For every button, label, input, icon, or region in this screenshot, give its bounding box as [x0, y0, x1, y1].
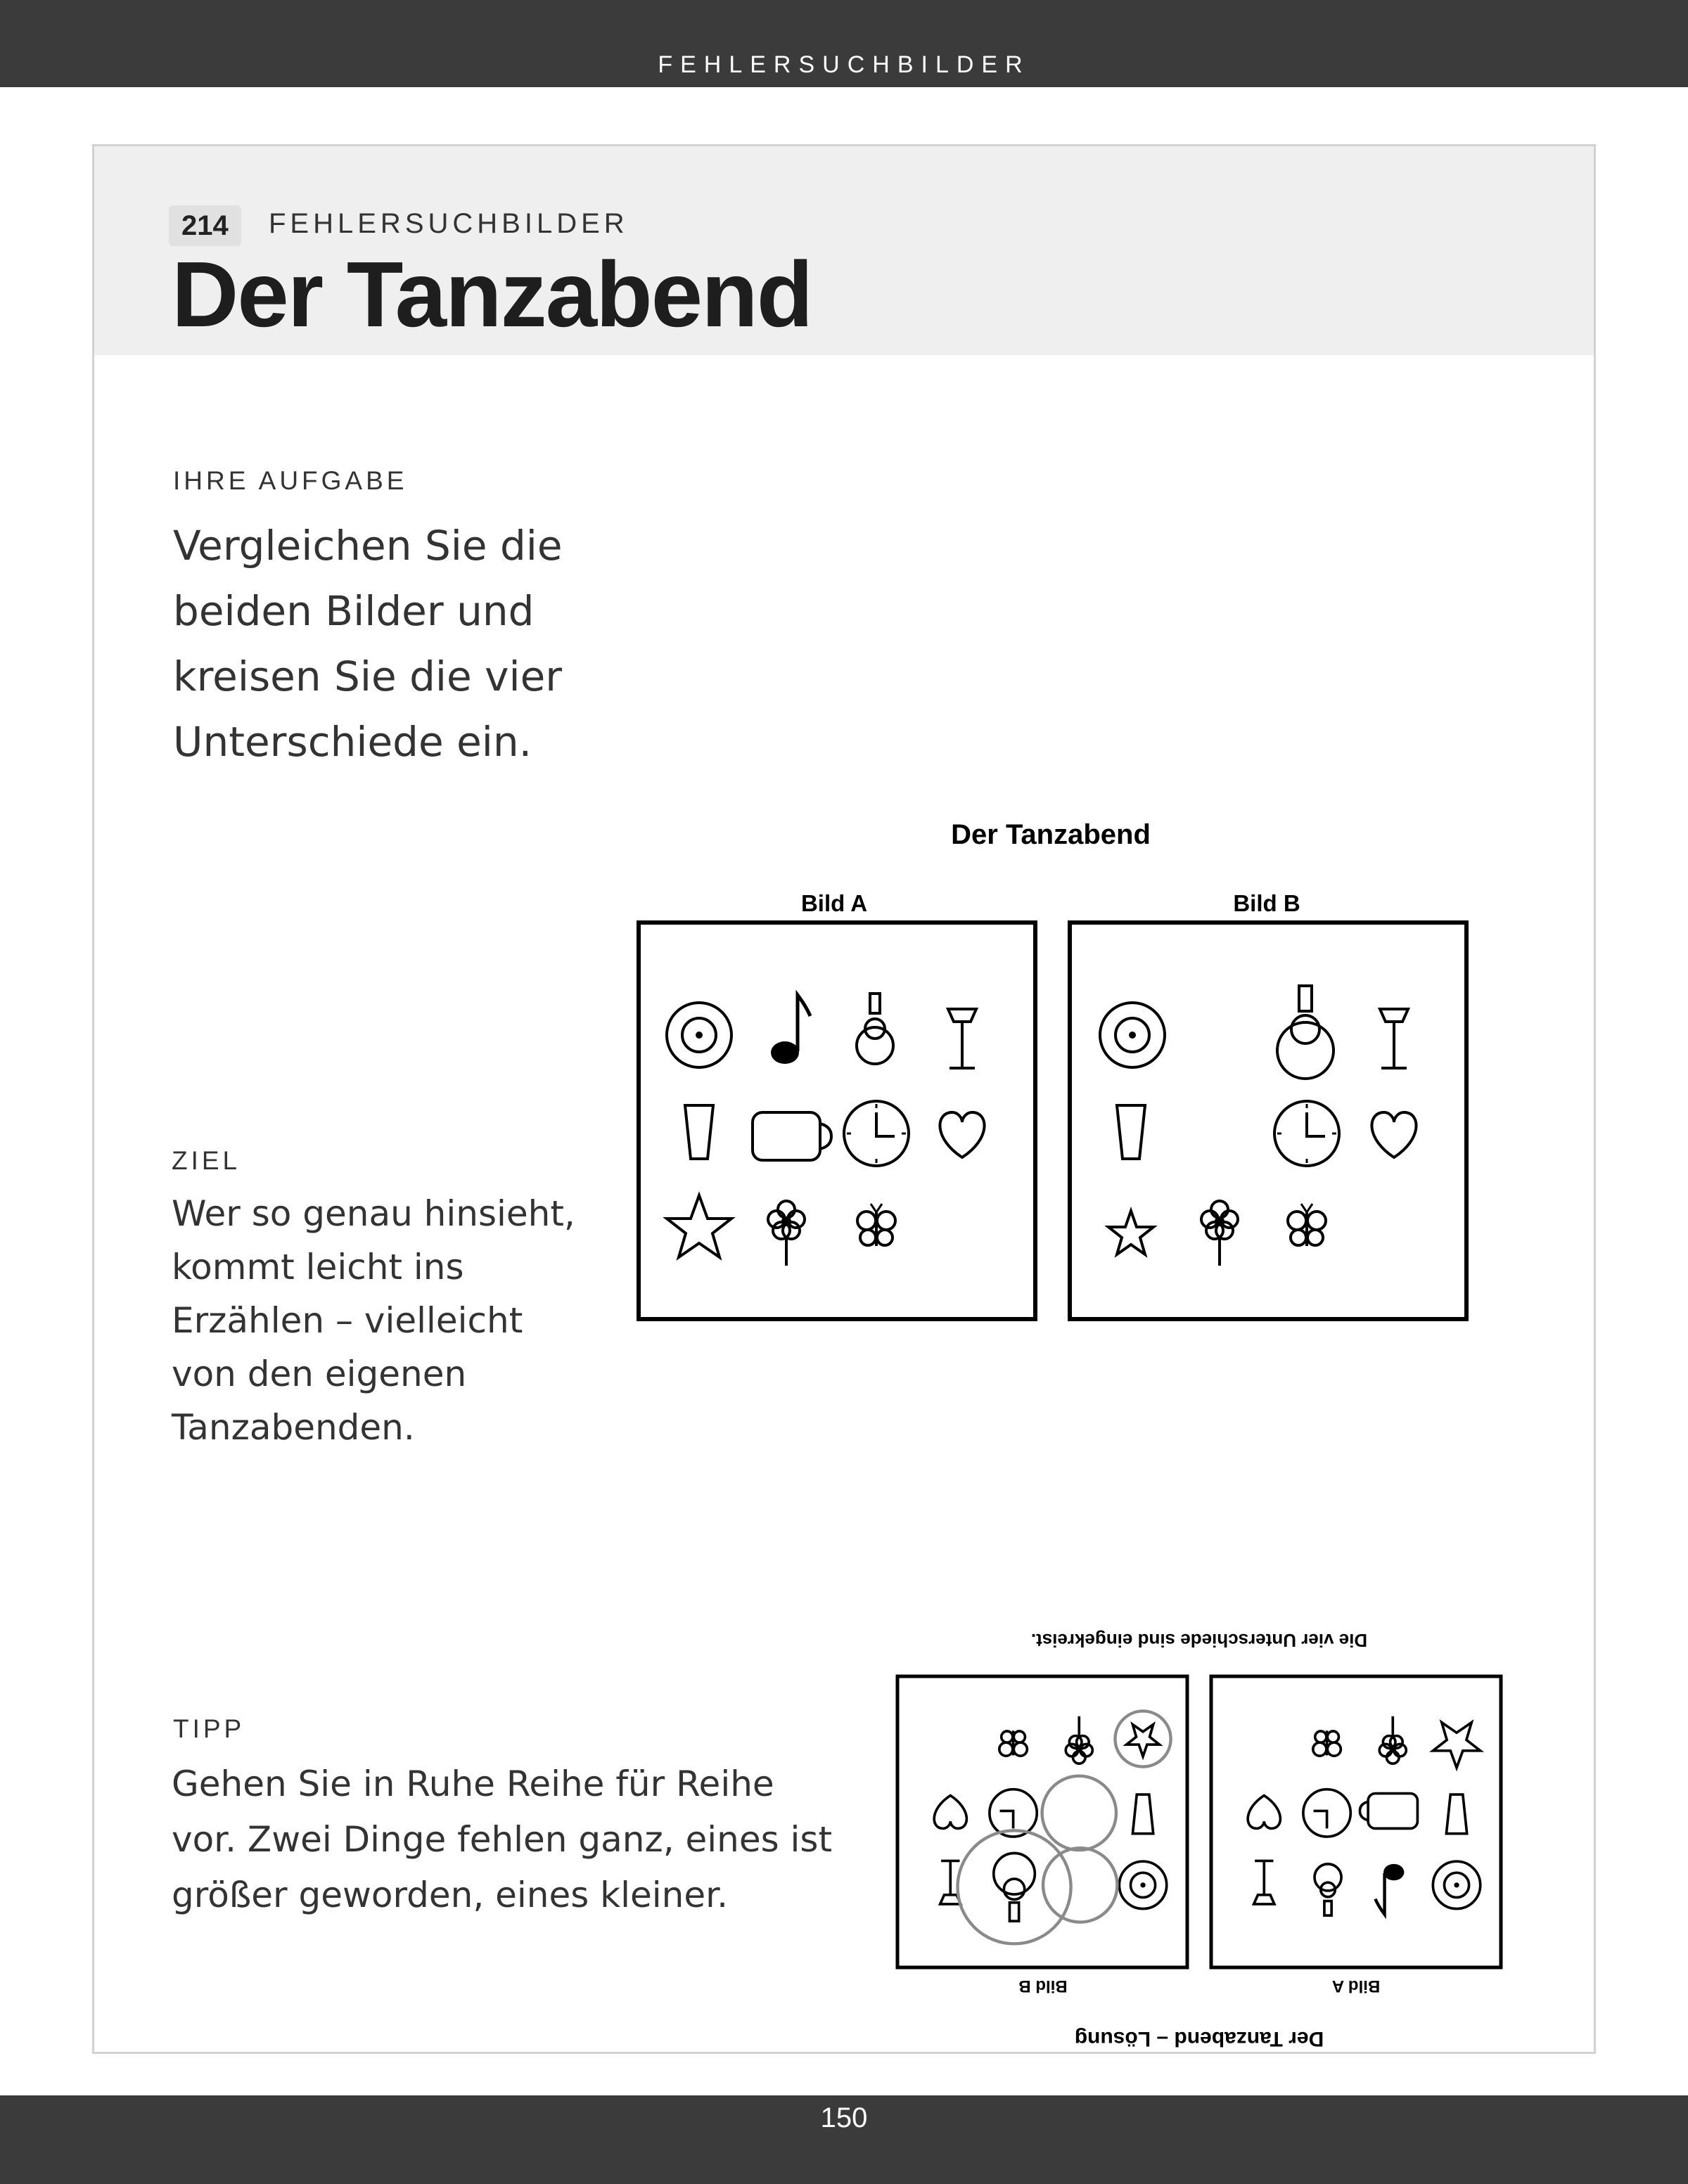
running-header — [0, 0, 1688, 87]
page-title: Der Tanzabend — [172, 243, 812, 346]
solution-panel-b — [897, 1676, 1187, 1967]
task-label: IHRE AUFGABE — [173, 466, 408, 495]
goal-line: Tanzabenden. — [172, 1407, 415, 1448]
clock-icon — [1274, 1101, 1339, 1166]
panel-a-label: Bild A — [800, 890, 868, 916]
puzzle-title: Der Tanzabend — [951, 819, 1151, 850]
music-note-icon — [771, 995, 810, 1064]
goal-line: kommt leicht ins — [172, 1247, 464, 1287]
glass-icon — [1117, 1105, 1145, 1159]
panel-b-label: Bild B — [1233, 890, 1300, 916]
record-icon — [667, 1003, 731, 1067]
star-icon — [1108, 1211, 1153, 1254]
task-text — [173, 513, 563, 775]
clock-icon — [844, 1101, 909, 1166]
heart-icon — [940, 1112, 984, 1157]
flower-icon — [1201, 1201, 1238, 1266]
tip-line: Gehen Sie in Ruhe Reihe für Reihe — [172, 1764, 774, 1804]
handbag-icon — [753, 1112, 831, 1160]
solution-panel-a-icons — [1248, 1716, 1481, 1915]
butterfly-icon — [857, 1204, 895, 1246]
solution-panel-a — [1211, 1676, 1501, 1967]
panel-b — [1070, 923, 1466, 1319]
exercise-number: 214 — [169, 205, 241, 246]
task-line: Unterschiede ein. — [173, 718, 532, 766]
puzzle-figure — [616, 802, 1488, 1350]
solution-panel-b-icons — [934, 1711, 1170, 1944]
panel-a — [639, 923, 1035, 1319]
goal-line: Wer so genau hinsieht, — [172, 1193, 575, 1234]
tip-text — [172, 1756, 832, 1923]
exercise-category: FEHLERSUCHBILDER — [269, 208, 629, 239]
task-line: beiden Bilder und — [173, 587, 535, 635]
solution-caption: Die vier Unterschiede sind eingekreist. — [1030, 1630, 1368, 1651]
goal-text — [172, 1187, 575, 1454]
running-header-text: FEHLERSUCHBILDER — [658, 51, 1030, 78]
tip-line: größer geworden, eines kleiner. — [172, 1875, 728, 1915]
tip-label: TIPP — [173, 1714, 245, 1743]
mirror-ball-icon — [1277, 986, 1334, 1079]
mirror-ball-icon — [857, 994, 893, 1064]
flower-icon — [768, 1201, 805, 1266]
tip-line: vor. Zwei Dinge fehlen ganz, eines ist — [172, 1819, 833, 1860]
goal-label: ZIEL — [172, 1146, 241, 1175]
lamp-icon — [1380, 1009, 1408, 1068]
page-footer — [0, 2095, 1688, 2184]
solution-figure — [886, 1617, 1512, 2053]
solution-title: Der Tanzabend – Lösung — [1074, 2027, 1324, 2050]
task-line: Vergleichen Sie die — [173, 522, 563, 570]
solution-panel-a-label: Bild A — [1331, 1977, 1381, 1996]
card-header — [94, 146, 1594, 355]
lamp-icon — [948, 1009, 976, 1068]
glass-icon — [685, 1105, 713, 1159]
solution-panel-b-label: Bild B — [1018, 1977, 1068, 1996]
star-icon — [667, 1195, 731, 1257]
record-icon — [1100, 1003, 1165, 1067]
task-line: kreisen Sie die vier — [173, 653, 563, 700]
heart-icon — [1372, 1112, 1416, 1157]
page-number: 150 — [820, 2102, 868, 2133]
goal-line: Erzählen – vielleicht — [172, 1300, 523, 1341]
butterfly-icon — [1288, 1204, 1326, 1246]
goal-line: von den eigenen — [172, 1354, 467, 1394]
